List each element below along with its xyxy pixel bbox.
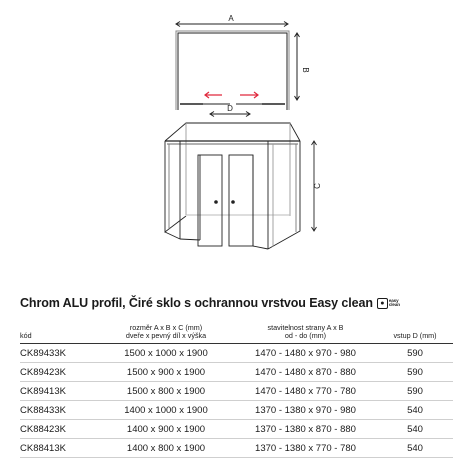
cell-stavitelnost: 1370 - 1380 x 970 - 980: [234, 401, 377, 420]
front-left-fixed-bottom: [180, 239, 200, 240]
easy-clean-icon-symbol: ●: [377, 298, 388, 309]
table-row: [20, 382, 453, 401]
cell-vstup: 540: [377, 420, 453, 439]
cell-vstup: 590: [377, 344, 453, 363]
top-frame-back: [165, 123, 300, 141]
cell-kod: CK88423K: [20, 420, 98, 439]
cell-rozmer: 1400 x 900 x 1900: [98, 420, 234, 439]
perspective-view: [165, 123, 317, 249]
cell-kod: CK89433K: [20, 344, 98, 363]
easy-clean-icon-text: easy clean: [388, 297, 400, 307]
table-row: [20, 439, 453, 458]
door-handle-right: [231, 200, 235, 204]
cell-kod: CK89413K: [20, 382, 98, 401]
label-a: A: [228, 14, 234, 23]
product-title-text: Chrom ALU profil, Čiré sklo s ochrannou vrstvou Easy clean: [20, 296, 373, 310]
door-handle-left: [214, 200, 218, 204]
table-row: [20, 401, 453, 420]
cell-vstup: 590: [377, 363, 453, 382]
wall-outline: [178, 33, 287, 110]
table-row: [20, 363, 453, 382]
header-stavitelnost: stavitelnost strany A x B od - do (mm): [234, 318, 377, 344]
cell-kod: CK89423K: [20, 363, 98, 382]
cell-kod: CK88433K: [20, 401, 98, 420]
product-title: [20, 296, 400, 310]
cell-rozmer: 1500 x 900 x 1900: [98, 363, 234, 382]
cell-stavitelnost: 1370 - 1380 x 770 - 780: [234, 439, 377, 458]
cell-rozmer: 1500 x 800 x 1900: [98, 382, 234, 401]
front-left-bottom: [165, 232, 180, 239]
label-b: B: [301, 67, 310, 73]
front-right-fixed-bottom: [253, 246, 268, 249]
table-row: [20, 344, 453, 363]
cell-stavitelnost: 1470 - 1480 x 770 - 780: [234, 382, 377, 401]
header-vstup: vstup D (mm): [377, 318, 453, 344]
product-spec-table: [20, 318, 453, 458]
cell-vstup: 540: [377, 401, 453, 420]
cell-kod: CK88413K: [20, 439, 98, 458]
cell-vstup: 540: [377, 439, 453, 458]
label-d: D: [227, 104, 233, 113]
cell-rozmer: 1500 x 1000 x 1900: [98, 344, 234, 363]
cell-rozmer: 1400 x 800 x 1900: [98, 439, 234, 458]
table-row: [20, 420, 453, 439]
door-left-panel: [198, 155, 222, 246]
header-rozmer: rozměr A x B x C (mm) dveře x pevný díl x výška: [98, 318, 234, 344]
wall-outline-inner: [176, 31, 289, 110]
header-kod: kód: [20, 318, 98, 344]
left-side-panel: [165, 141, 186, 232]
cell-stavitelnost: 1470 - 1480 x 970 - 980: [234, 344, 377, 363]
cell-stavitelnost: 1470 - 1480 x 870 - 880: [234, 363, 377, 382]
cell-rozmer: 1400 x 1000 x 1900: [98, 401, 234, 420]
cell-vstup: 590: [377, 382, 453, 401]
cell-stavitelnost: 1370 - 1380 x 870 - 880: [234, 420, 377, 439]
table-header-row: [20, 318, 453, 344]
sliding-door-arrows: [205, 92, 258, 98]
label-c: C: [313, 183, 322, 189]
top-view: [176, 22, 300, 117]
easy-clean-icon: [377, 298, 400, 309]
